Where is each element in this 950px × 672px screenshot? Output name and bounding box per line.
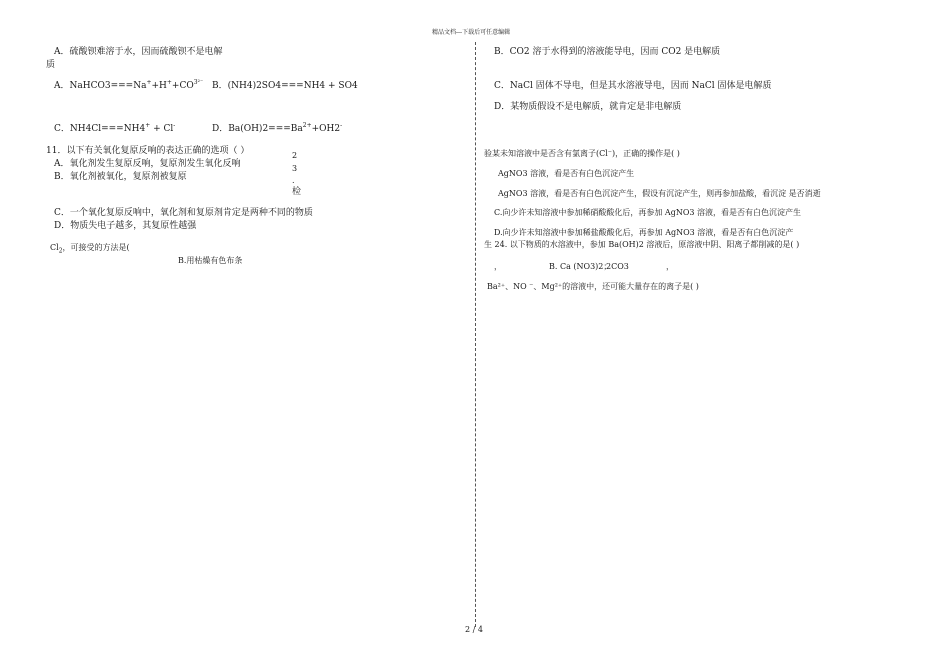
question-24: 生 24. 以下物质的水溶液中，参加 Ba(OH)2 溶液后，原溶液中阴、阳离子都削减的是( ): [484, 240, 800, 249]
equation-option-c: C．NH4Cl===NH4+ + Cl-: [54, 122, 176, 134]
q24-option-fragment-d: ，: [666, 262, 674, 271]
right-option-c-nacl: C．NaCl 固体不导电，但是其水溶液导电，因而 NaCl 固体是电解质: [494, 81, 772, 91]
chloride-option-c: C.向少许未知溶液中参加稀硝酸酸化后，再参加 AgNO3 溶液，看是否有白色沉淀产生: [494, 208, 802, 217]
right-option-d: D．某物质假设不是电解质，就肯定是非电解质: [494, 102, 682, 112]
question-11-option-c: C．一个氧化复原反响中，氧化剂和复原剂肯定是两种不同的物质: [54, 208, 313, 218]
question-11-option-a: A．氧化剂发生复原反响，复原剂发生氧化反响: [54, 159, 241, 169]
side-dot: .: [292, 176, 295, 185]
chloride-option-a: AgNO3 溶液，看是否有白色沉淀产生: [498, 169, 635, 178]
equation-option-a: A．$NaHCO3===Na^++H^++CO^{3^{2-}}$: [54, 79, 204, 91]
right-option-b-co2: B．CO2 溶于水得到的溶液能导电，因而 CO2 是电解质: [494, 47, 721, 57]
chloride-test-question: 验某未知溶液中是否含有氯离子(Cl⁻)，正确的操作是( ): [484, 149, 680, 158]
left-line-zhi: 质: [46, 60, 56, 70]
chloride-option-d: D.向少许未知溶液中参加稀盐酸酸化后，再参加 AgNO3 溶液，看是否有白色沉淀产: [494, 228, 794, 237]
q24-option-b-calcium-nitrate: B. Ca (NO3)2；: [549, 262, 612, 271]
equation-option-b: B．(NH4)2SO4===NH4 + SO4: [212, 81, 358, 91]
page-number: 2 / 4: [465, 625, 483, 634]
side-digit-3: 3: [292, 164, 298, 173]
option-dry-cloth: B.用枯燥有色布条: [178, 256, 243, 265]
q24-option-fragment-a: ，: [494, 262, 502, 271]
chlorine-question: $Cl_2$，可接受的方法是(: [50, 243, 130, 255]
question-11: 11．以下有关氧化复原反响的表达正确的选项（ ）: [46, 146, 250, 156]
ion-coexistence-question: Ba²⁺、NO ⁻、Mg²⁺的溶液中，还可能大量存在的离子是( ): [487, 282, 699, 291]
question-11-option-d: D．物质失电子越多，其复原性越强: [54, 221, 197, 231]
left-line-a-barium: A．硫酸钡难溶于水，因而硫酸钡不是电解: [54, 47, 223, 57]
side-char-jian: 检: [292, 187, 302, 197]
side-digit-2: 2: [292, 151, 298, 160]
chloride-option-b: AgNO3 溶液，看是否有白色沉淀产生，假设有沉淀产生，则再参加盐酸，看沉淀 是否消逝: [498, 189, 821, 198]
column-divider: [475, 42, 476, 627]
q24-option-fragment-co3: 2CO3: [606, 262, 629, 271]
page-header: 精品文档---下载后可任意编辑: [432, 29, 511, 36]
equation-option-d: D．$Ba(OH)2===Ba^{2+}+OH2^-$: [212, 122, 343, 134]
question-11-option-b: B．氧化剂被氧化，复原剂被复原: [54, 172, 187, 182]
